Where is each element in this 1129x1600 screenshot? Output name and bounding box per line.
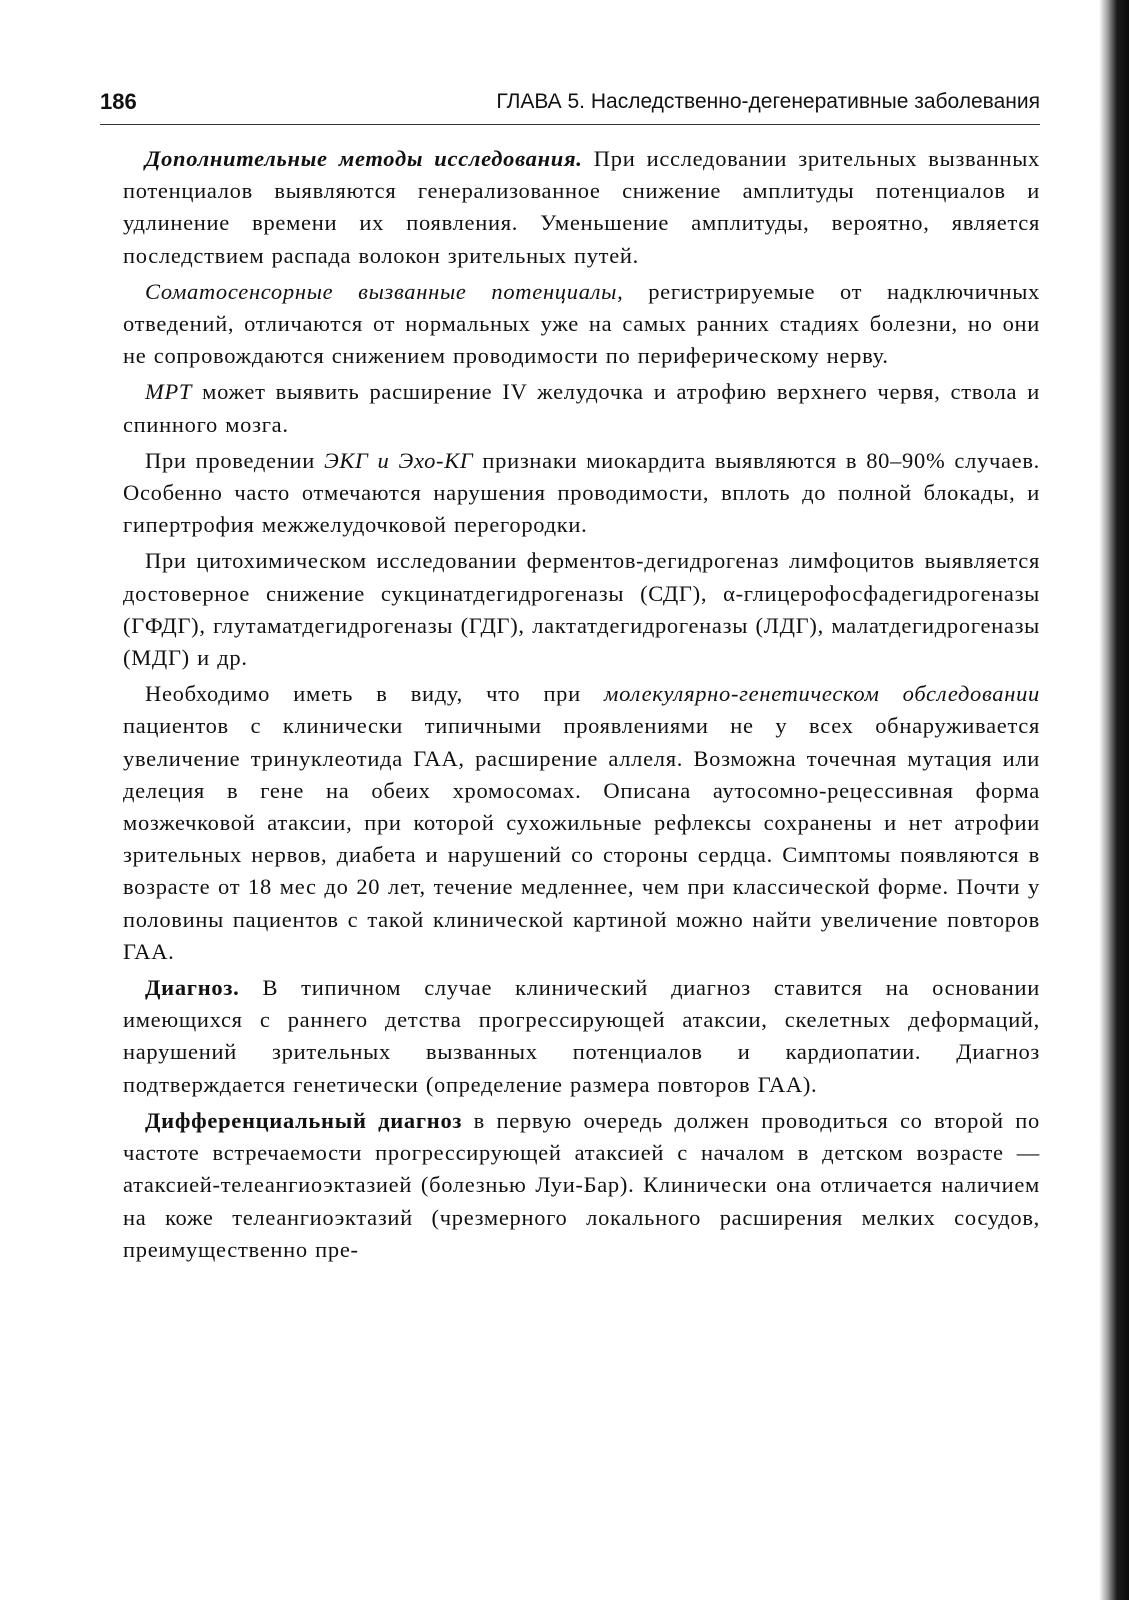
body-text (123, 143, 1040, 1270)
paragraph-differential-diagnosis (123, 1105, 1040, 1266)
text-segment: В типичном случае клинический диагноз ставится на основании имеющихся с раннего детства прогрессирующей атаксии, скелетных деформаций, нарушений зрительных вызванных потенциалов и кардиопатии. Диагноз подтверждается генетически (определение размера повторов ГАА). (123, 975, 1040, 1097)
paragraph-molecular-genetic (123, 678, 1040, 968)
paragraph-diagnosis (123, 972, 1040, 1101)
paragraph-ecg (123, 445, 1040, 542)
paragraph-cytochemical (123, 545, 1040, 674)
running-head: ГЛАВА 5. Наследственно-дегенеративные заболевания (496, 90, 1040, 113)
heading-additional-methods: Дополнительные методы исследования. (145, 146, 583, 171)
text-segment: в первую очередь должен проводиться со второй по частоте встречаемости прогрессирующей атаксией с началом в детском возрасте — атаксией-телеангиоэктазией (болезнью Луи-Бар). Клинически она отличается наличием на коже телеангиоэктазий (чрезмерного локального расширения мелких сосудов, преимущественно пре- (123, 1107, 1040, 1262)
paragraph-somatosensory (123, 276, 1040, 373)
page-number: 186 (100, 89, 137, 114)
term-mri: МРТ (145, 379, 193, 405)
text-segment: пациентов с клинически типичными проявлениями не у всех обнаруживается увеличение тринуклеотида ГАА, расширение аллеля. Возможна точечная мутация или делеция в гене на обеих хромосомах. Описана аутосомно-рецессивная форма мозжечковой атаксии, при которой сухожильные рефлексы сохранены и нет атрофии зрительных нервов, диабета и нарушений со стороны сердца. Симптомы появляются в возрасте от 18 мес до 20 лет, течение медленнее, чем при классической форме. Почти у половины пациентов с такой клинической картиной можно найти увеличение повторов ГАА. (123, 713, 1040, 964)
text-segment: может выявить расширение IV желудочка и атрофию верхнего червя, ствола и спинного мозга. (123, 379, 1040, 437)
paragraph-additional-methods (123, 143, 1040, 272)
term-somatosensory: Соматосенсорные вызванные потенциалы, (145, 278, 624, 304)
heading-differential-diagnosis: Дифференциальный диагноз (145, 1107, 463, 1133)
text-segment: регистрируемые от надключичных отведений, отличаются от нормальных уже на самых ранних стадиях болезни, но они не сопровождаются снижением проводимости по периферическому нерву. (123, 278, 1041, 369)
page-header (100, 88, 1040, 125)
text-segment: При проведении (145, 447, 324, 473)
text-segment: При исследовании зрительных вызванных потенциалов выявляются генерализованное снижение амплитуды потенциалов и удлинение времени их появления. Уменьшение амплитуды, вероятно, является последствием распада волокон зрительных путей. (123, 146, 1040, 268)
term-molecular-genetic: молекулярно-генетическом обследовании (604, 681, 1040, 707)
text-segment: признаки миокардита выявляются в 80–90% случаев. Особенно часто отмечаются нарушения проводимости, вплоть до полной блокады, и гипертрофия межжелудочковой перегородки. (123, 447, 1041, 538)
term-ecg: ЭКГ и Эхо-КГ (323, 447, 474, 473)
page-edge-shadow (1099, 0, 1129, 1600)
text-segment: Необходимо иметь в виду, что при (145, 681, 605, 707)
heading-diagnosis: Диагноз. (145, 975, 240, 1001)
text-segment: При цитохимическом исследовании ферментов-дегидрогеназ лимфоцитов выявляется достоверное снижение сукцинатдегидрогеназы (СДГ), α-глицерофосфадегидрогеназы (ГФДГ), глутаматдегидрогеназы (ГДГ), лактатдегидрогеназы (ЛДГ), малатдегидрогеназы (МДГ) и др. (123, 548, 1040, 671)
paragraph-mri (123, 376, 1040, 440)
